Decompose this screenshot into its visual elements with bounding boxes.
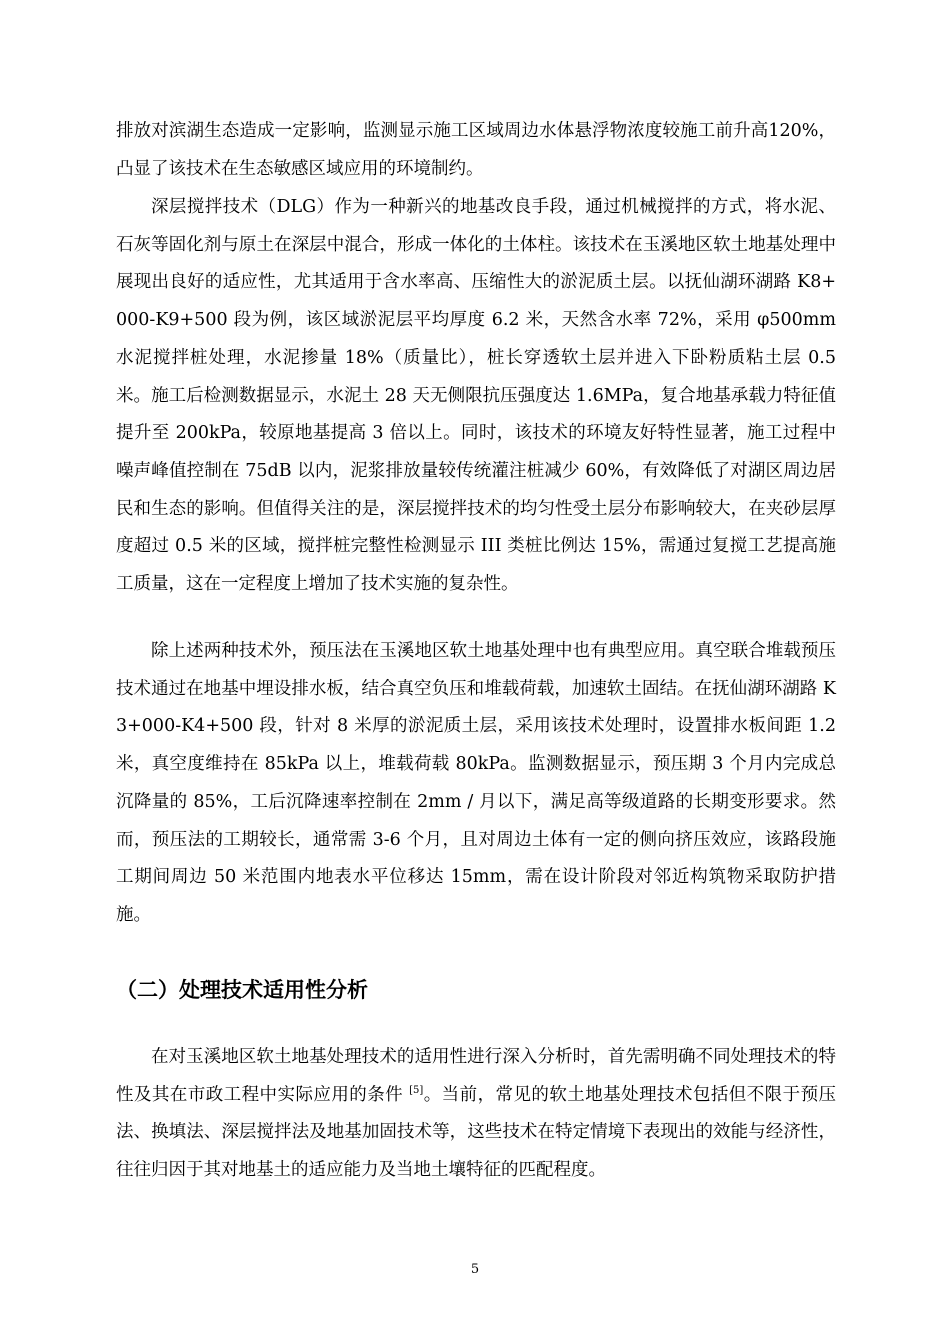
paragraph-applicability: [116, 1039, 836, 1190]
paragraph-deep-mixing: 深层搅拌技术（DLG）作为一种新兴的地基改良手段，通过机械搅拌的方式，将水泥、石灰等固化剂与原土在深层中混合，形成一体化的土体柱。该技术在玉溪地区软土地基处理中展现出良好的适应性，尤其适用于含水率高、压缩性大的淤泥质土层。以抚仙湖环湖路 K8+000-K9+500 段为例，该区域淤泥层平均厚度 6.2 米，天然含水率 72%，采用 φ500mm 水泥搅拌桩处理，水泥掺量 18%（质量比），桩长穿透软土层并进入下卧粉质粘土层 0.5 米。施工后检测数据显示，水泥土 28 天无侧限抗压强度达 1.6MPa，复合地基承载力特征值提升至 200kPa，较原地基提高 3 倍以上。同时，该技术的环境友好特性显著，施工过程中噪声峰值控制在 75dB 以内，泥浆排放量较传统灌注桩减少 60%，有效降低了对湖区周边居民和生态的影响。但值得关注的是，深层搅拌技术的均匀性受土层分布影响较大，在夹砂层厚度超过 0.5 米的区域，搅拌桩完整性检测显示 III 类桩比例达 15%，需通过复搅工艺提高施工质量，这在一定程度上增加了技术实施的复杂性。: [116, 197, 836, 595]
paragraph-text-before-citation: 在对玉溪地区软土地基处理技术的适用性进行深入分析时，首先需明确不同处理技术的特性及其在市政工程中实际应用的条件: [116, 1047, 836, 1105]
section-heading: （二）处理技术适用性分析: [116, 978, 368, 1002]
paragraph-preloading: 除上述两种技术外，预压法在玉溪地区软土地基处理中也有典型应用。真空联合堆载预压技术通过在地基中埋设排水板，结合真空负压和堆载荷载，加速软土固结。在抚仙湖环湖路 K3+000-K4+500 段，针对 8 米厚的淤泥质土层，采用该技术处理时，设置排水板间距 1.2 米，真空度维持在 85kPa 以上，堆载荷载 80kPa。监测数据显示，预压期 3 个月内完成总沉降量的 85%，工后沉降速率控制在 2mm / 月以下，满足高等级道路的长期变形要求。然而，预压法的工期较长，通常需 3-6 个月，且对周边土体有一定的侧向挤压效应，该路段施工期间周边 50 米范围内地表水平位移达 15mm，需在设计阶段对邻近构筑物采取防护措施。: [116, 641, 836, 925]
page-number: 5: [470, 1262, 480, 1277]
paragraph-text-after-citation: 。当前，常见的软土地基处理技术包括但不限于预压法、换填法、深层搅拌法及地基加固技术等，这些技术在特定情境下表现出的效能与经济性，往往归因于其对地基土的适应能力及当地土壤特征的匹配程度。: [116, 1084, 837, 1181]
citation-reference: [5]: [409, 1084, 424, 1096]
paragraph-continuation: 排放对滨湖生态造成一定影响，监测显示施工区域周边水体悬浮物浓度较施工前升高120%，凸显了该技术在生态敏感区域应用的环境制约。: [116, 121, 836, 179]
